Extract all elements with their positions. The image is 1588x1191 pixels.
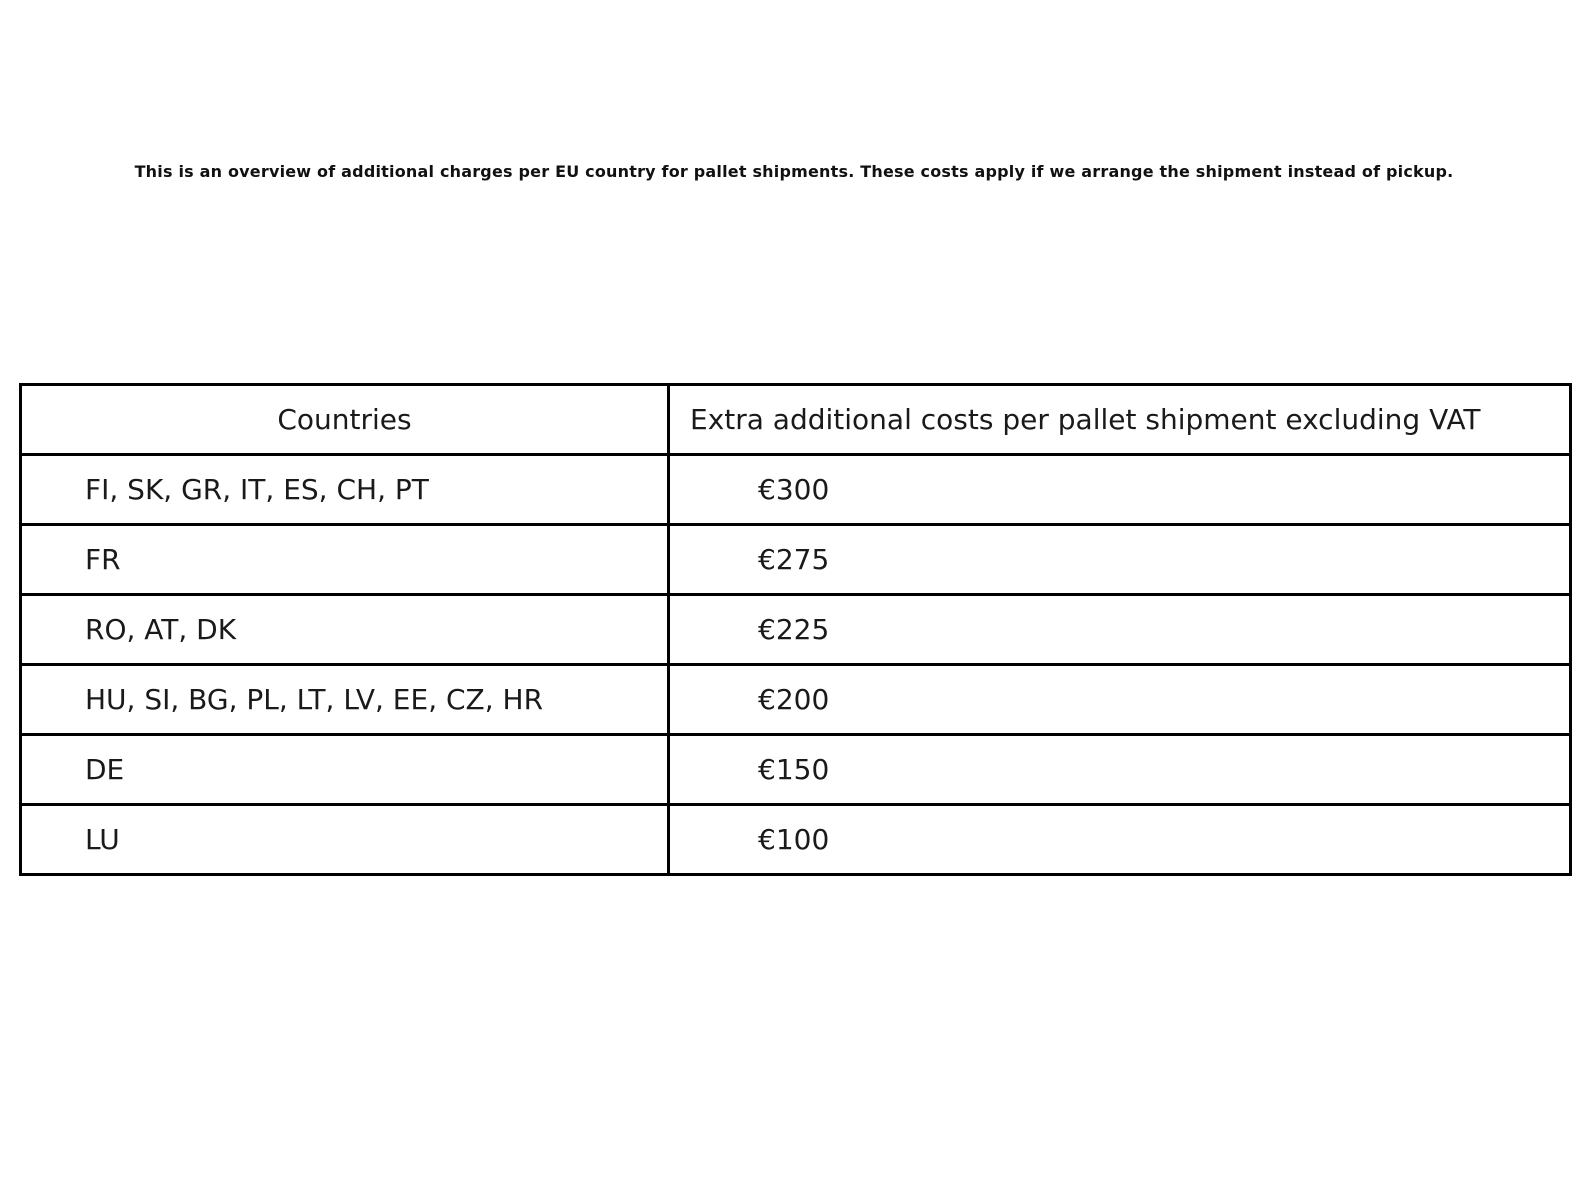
table-row xyxy=(21,805,1571,875)
countries-cell: HU, SI, BG, PL, LT, LV, EE, CZ, HR xyxy=(21,665,669,735)
countries-cell: RO, AT, DK xyxy=(21,595,669,665)
table-header-row xyxy=(21,385,1571,455)
countries-cell: DE xyxy=(21,735,669,805)
cost-cell: €100 xyxy=(669,805,1571,875)
table-row xyxy=(21,455,1571,525)
table-row xyxy=(21,595,1571,665)
table-row xyxy=(21,525,1571,595)
charges-table xyxy=(19,383,1572,876)
cost-cell: €150 xyxy=(669,735,1571,805)
cost-cell: €275 xyxy=(669,525,1571,595)
cost-cell: €300 xyxy=(669,455,1571,525)
cost-cell: €225 xyxy=(669,595,1571,665)
countries-cell: FI, SK, GR, IT, ES, CH, PT xyxy=(21,455,669,525)
countries-column-header: Countries xyxy=(21,385,669,455)
table-row xyxy=(21,665,1571,735)
intro-note: This is an overview of additional charges per EU country for pallet shipments. These costs apply if we arrange the shipment instead of pickup. xyxy=(134,162,1454,181)
table-row xyxy=(21,735,1571,805)
countries-cell: LU xyxy=(21,805,669,875)
countries-cell: FR xyxy=(21,525,669,595)
costs-column-header: Extra additional costs per pallet shipment excluding VAT xyxy=(669,385,1571,455)
cost-cell: €200 xyxy=(669,665,1571,735)
